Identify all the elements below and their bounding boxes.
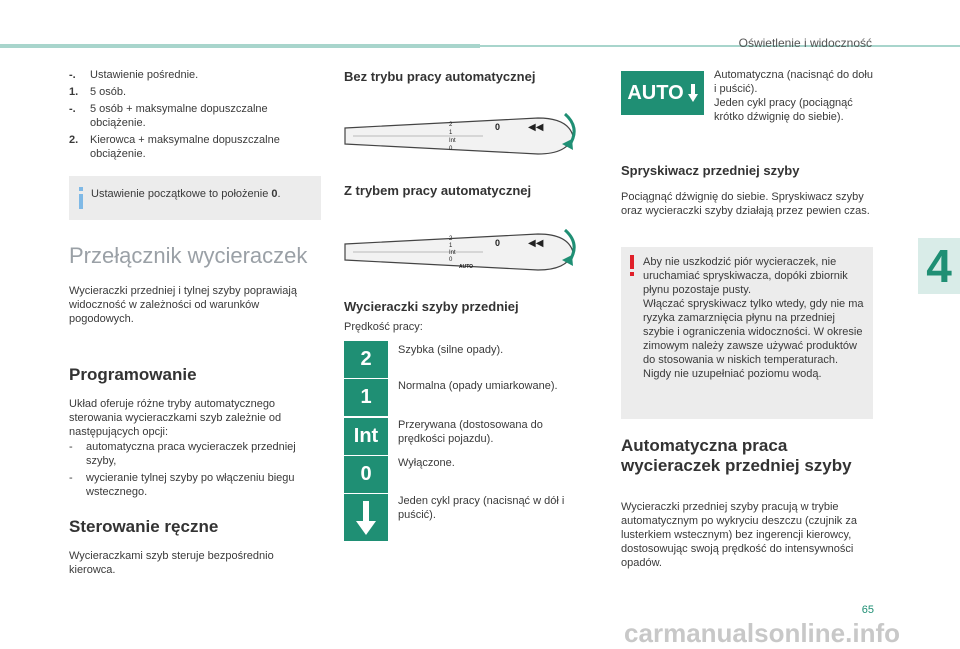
washer-text: Pociągnąć dźwignię do siebie. Spryskiwacz szyby oraz wycieraczki szyby działają przez pewien czas. [621,191,870,217]
lever-label-2: 2 [449,236,453,242]
speed-text-int: Przerywana (dostosowana do prędkości pojazdu). [398,419,543,445]
auto-front-title: Automatyczna praca wycieraczek przedniej szyby [621,436,852,475]
speed-text-0: Wyłączone. [398,457,455,469]
svg-text:◀◀: ◀◀ [528,238,544,249]
top-accent-line [480,45,960,47]
auto-front-text: Wycieraczki przedniej szyby pracują w trybie automatycznym po wykryciu deszczu (czujnik za lusterkiem wstecznym) bez ingerencji kierowcy, dostosowując swoją prędkość do intensywności opadów. [621,501,857,569]
list-item: - automatyczna praca wycieraczek przedniej szyby, [69,441,296,467]
watermark: carmanualsonline.info [624,618,900,648]
lever-label-1: 1 [449,130,453,136]
speed-tile-1: 1 [344,379,388,416]
manual-title: Sterowanie ręczne [69,517,219,536]
warning-box [621,247,873,419]
info-icon [75,187,87,209]
chapter-tab: 4 [918,238,960,294]
lever-label-auto: AUTO [459,264,474,270]
list-item: -. Ustawienie pośrednie. [69,69,199,81]
single-cycle-tile [344,494,388,541]
lever-label-1: 1 [449,243,453,249]
info-box [69,176,321,220]
washer-title: Spryskiwacz przedniej szyby [621,163,800,178]
speed-tile-int: Int [344,418,388,455]
list-item: 2. Kierowca + maksymalne dopuszczalne obciążenie. [69,134,280,160]
svg-text:0: 0 [495,122,501,132]
list-item: -. 5 osób + maksymalne dopuszczalne obciążenie. [69,103,268,129]
position-list [69,68,319,164]
lever-label-0: 0 [449,257,453,263]
warning-icon [628,255,636,277]
list-item: - wycieranie tylnej szyby po włączeniu biegu wstecznego. [69,472,295,498]
lever-label-int: Int [449,250,456,256]
speed-label: Prędkość pracy: [344,321,423,333]
down-arrow-icon [688,84,698,102]
svg-text:◀◀: ◀◀ [528,122,544,133]
speed-text-single: Jeden cykl pracy (nacisnąć w dół i puścić). [398,495,565,521]
lever-label-0: 0 [449,146,453,152]
wiper-lever-illustration [343,106,583,158]
programming-title: Programowanie [69,365,197,384]
warning-text: Aby nie uszkodzić piór wycieraczek, nie uruchamiać spryskiwacza, dopóki zbiornik płynu pozostaje pusty. Włączać spryskiwacz tylko wtedy, gdy nie ma ryzyka zamarznięcia płynu na przedniej szybie i ograniczenia widoczności. W okresie zimowym należy zawsze używać produktów do stosowania w niskich temperaturach. Nigdy nie uzupełniać poziomu wodą. [643,256,864,380]
info-text: Ustawienie początkowe to położenie 0. [91,188,281,200]
auto-text: Automatyczna (nacisnąć do dołu i puścić). Jeden cykl pracy (pociągnąć krótko dźwignię do siebie). [714,69,873,123]
manual-text: Wycieraczkami szyb steruje bezpośrednio kierowca. [69,550,274,576]
no-auto-title: Bez trybu pracy automatycznej [344,69,536,84]
list-item: 1. 5 osób. [69,86,127,98]
programming-text: Układ oferuje różne tryby automatycznego sterowania wycieraczkami szyb zależnie od następujących opcji: [69,398,282,438]
down-arrow-icon [356,501,376,535]
auto-tile: AUTO [621,71,704,115]
wiper-lever-auto-illustration [343,220,583,275]
lever-label-int: Int [449,138,456,144]
top-accent-bar [0,44,480,48]
header-title: Oświetlenie i widoczność [738,36,872,50]
lever-label-2: 2 [449,122,453,128]
svg-text:0: 0 [495,238,501,248]
speed-text-1: Normalna (opady umiarkowane). [398,380,558,392]
page-number: 65 [861,604,874,616]
front-wipers-title: Wycieraczki szyby przedniej [344,299,519,314]
speed-tile-0: 0 [344,456,388,493]
with-auto-title: Z trybem pracy automatycznej [344,183,532,198]
speed-text-2: Szybka (silne opady). [398,344,504,356]
intro-text: Wycieraczki przedniej i tylnej szyby poprawiają widoczność w zależności od warunków pogodowych. [69,285,297,325]
section-title: Przełącznik wycieraczek [69,243,308,268]
programming-list [69,440,321,502]
speed-tile-2: 2 [344,341,388,378]
